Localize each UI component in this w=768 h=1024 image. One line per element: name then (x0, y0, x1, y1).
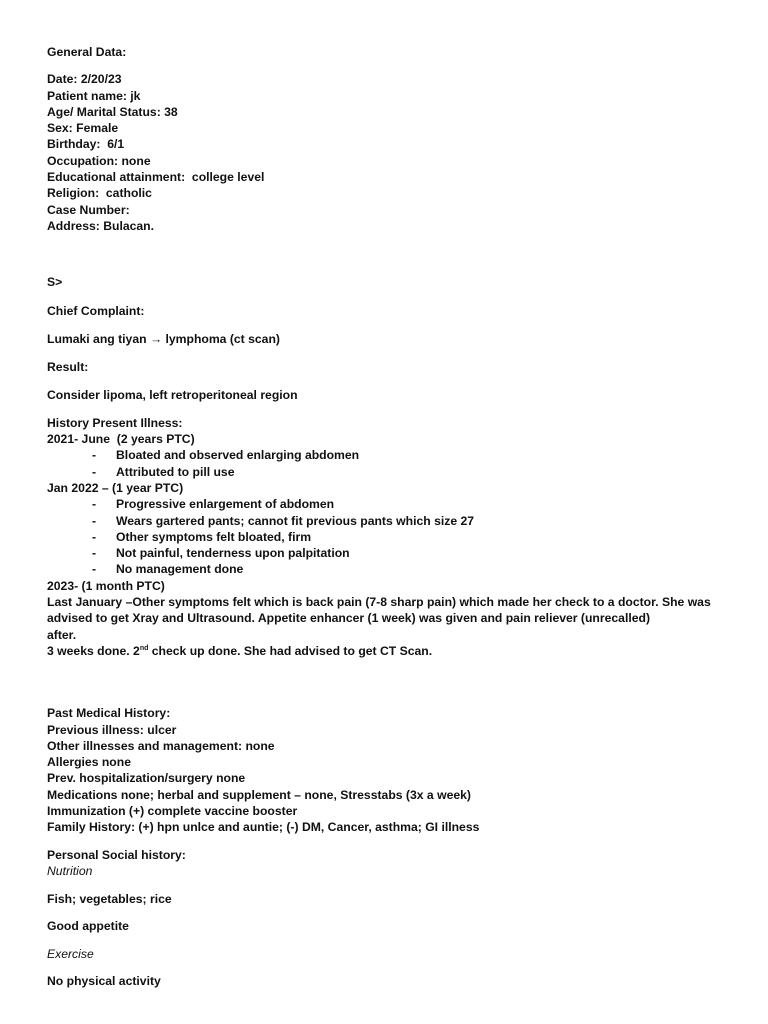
hospitalization-field: Prev. hospitalization/surgery none (47, 771, 246, 786)
nutrition-text: Fish; vegetables; rice (47, 892, 172, 907)
age-field: Age/ Marital Status: 38 (47, 104, 178, 119)
document-page (47, 44, 727, 989)
psh-heading: Personal Social history: (47, 847, 186, 862)
religion-field: Religion: catholic (47, 186, 152, 201)
occupation-field: Occupation: none (47, 153, 151, 168)
sex-field: Sex: Female (47, 121, 119, 136)
family-history-field: Family History: (+) hpn unlce and auntie; (-) DM, Cancer, asthma; GI illness (47, 820, 480, 835)
immunization-field: Immunization (+) complete vaccine booster (47, 803, 298, 818)
hpi-heading: History Present Illness: (47, 415, 183, 430)
appetite-text: Good appetite (47, 919, 129, 934)
general-data-heading: General Data: (47, 45, 127, 59)
hpi-period-1: 2021- June (2 years PTC) (47, 432, 195, 447)
subjective-marker: S> (47, 275, 63, 290)
date-field: Date: 2/20/23 (47, 72, 122, 87)
allergies-field: Allergies none (47, 755, 131, 770)
medications-field: Medications none; herbal and supplement – none, Stresstabs (3x a week) (47, 787, 471, 802)
hpi-period-2: Jan 2022 – (1 year PTC) (47, 480, 184, 495)
hpi-period-3: 2023- (1 month PTC) (47, 578, 165, 593)
chief-complaint-text: Lumaki ang tiyan → lymphoma (ct scan) (47, 331, 280, 346)
exercise-text: No physical activity (47, 974, 161, 989)
case-number-field: Case Number: (47, 202, 130, 217)
exercise-label: Exercise (47, 946, 94, 961)
patient-name-field: Patient name: jk (47, 88, 141, 103)
list-item: - Attributed to pill use (92, 464, 235, 479)
hpi-after: after. (47, 627, 77, 642)
address-field: Address: Bulacan. (47, 218, 155, 233)
previous-illness-field: Previous illness: ulcer (47, 722, 177, 737)
result-text: Consider lipoma, left retroperitoneal region (47, 388, 298, 403)
result-heading: Result: (47, 360, 89, 375)
birthday-field: Birthday: 6/1 (47, 137, 125, 152)
nutrition-label: Nutrition (47, 863, 93, 878)
list-item: - No management done (92, 562, 244, 577)
other-illnesses-field: Other illnesses and management: none (47, 738, 275, 753)
hpi-followup: 3 weeks done. 2nd check up done. She had advised to get CT Scan. (47, 643, 433, 658)
hpi-period-3-text: Last January –Other symptoms felt which is back pain (7-8 sharp pain) which made her check to a doctor. She was advised to get Xray and Ultrasound. Appetite enhancer (1 week) was given and pain reliever (unrecalled) (47, 595, 711, 626)
list-item: - Other symptoms felt bloated, firm (92, 529, 312, 544)
list-item: - Bloated and observed enlarging abdomen (92, 448, 360, 463)
list-item: - Wears gartered pants; cannot fit previous pants which size 27 (92, 513, 475, 528)
list-item: - Progressive enlargement of abdomen (92, 497, 335, 512)
education-field: Educational attainment: college level (47, 170, 265, 185)
chief-complaint-heading: Chief Complaint: (47, 303, 145, 318)
list-item: - Not painful, tenderness upon palpitation (92, 546, 350, 561)
pmh-heading: Past Medical History: (47, 706, 171, 721)
